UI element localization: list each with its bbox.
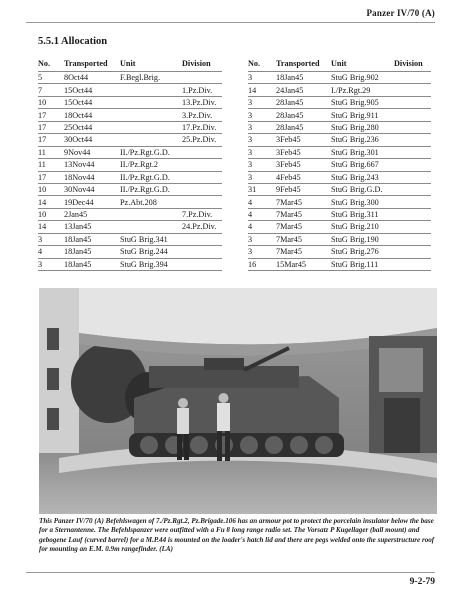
cell-transported: 28Jan45 — [276, 121, 331, 133]
column-header-no: No. — [38, 59, 51, 68]
cell-no: 3 — [248, 134, 276, 146]
cell-unit: StuG Brig.667 — [331, 159, 394, 171]
cell-no: 3 — [248, 109, 276, 121]
cell-no: 3 — [38, 258, 64, 270]
table-row — [248, 96, 431, 108]
table-row — [38, 246, 222, 258]
running-header: Panzer IV/70 (A) — [366, 8, 435, 18]
cell-no: 10 — [38, 96, 64, 108]
cell-transported: 3Feb45 — [276, 134, 331, 146]
table-row — [38, 221, 222, 233]
cell-division: 3.Pz.Div. — [182, 109, 222, 121]
cell-division — [182, 233, 222, 245]
cell-no: 3 — [248, 171, 276, 183]
table-row — [248, 246, 431, 258]
cell-division — [394, 233, 431, 245]
cell-no: 3 — [248, 233, 276, 245]
column-header-unit: Unit — [331, 59, 347, 68]
column-header-division: Division — [394, 59, 423, 68]
cell-transported: 18Oct44 — [64, 109, 120, 121]
table-row — [38, 134, 222, 146]
header-rule — [26, 22, 435, 23]
column-header-division: Division — [182, 59, 211, 68]
cell-division — [394, 221, 431, 233]
cell-no: 4 — [38, 246, 64, 258]
cell-no: 3 — [38, 233, 64, 245]
table-row — [38, 208, 222, 220]
cell-unit: StuG Brig.111 — [331, 258, 394, 270]
cell-division — [182, 72, 222, 84]
cell-transported: 7Mar45 — [276, 246, 331, 258]
cell-transported: 24Jan45 — [276, 84, 331, 96]
table-row — [248, 109, 431, 121]
cell-transported: 13Jan45 — [64, 221, 120, 233]
table-row — [248, 233, 431, 245]
cell-division — [394, 109, 431, 121]
cell-transported: 18Jan45 — [276, 72, 331, 84]
cell-no: 3 — [248, 121, 276, 133]
cell-division — [182, 246, 222, 258]
cell-transported: 7Mar45 — [276, 233, 331, 245]
cell-no: 3 — [248, 246, 276, 258]
cell-unit — [120, 208, 182, 220]
cell-unit: StuG Brig.902 — [331, 72, 394, 84]
cell-division — [394, 72, 431, 84]
cell-transported: 28Jan45 — [276, 109, 331, 121]
cell-division — [394, 134, 431, 146]
table-row — [248, 121, 431, 133]
cell-transported: 19Dec44 — [64, 196, 120, 208]
cell-unit: StuG Brig.236 — [331, 134, 394, 146]
cell-no: 31 — [248, 183, 276, 195]
cell-transported: 3Feb45 — [276, 159, 331, 171]
cell-transported: 4Feb45 — [276, 171, 331, 183]
column-header-unit: Unit — [120, 59, 136, 68]
footer-rule — [26, 572, 435, 573]
cell-unit — [120, 109, 182, 121]
cell-unit: StuG Brig.300 — [331, 196, 394, 208]
cell-division — [182, 258, 222, 270]
cell-unit — [120, 221, 182, 233]
cell-transported: 7Mar45 — [276, 221, 331, 233]
cell-division — [394, 121, 431, 133]
cell-unit: StuG Brig.911 — [331, 109, 394, 121]
cell-unit: F.Begl.Brig. — [120, 72, 182, 84]
cell-unit — [120, 84, 182, 96]
cell-no: 17 — [38, 121, 64, 133]
cell-division: 24.Pz.Div. — [182, 221, 222, 233]
cell-division — [394, 96, 431, 108]
cell-transported: 7Mar45 — [276, 196, 331, 208]
column-header-transported: Transported — [64, 59, 108, 68]
cell-no: 3 — [248, 146, 276, 158]
cell-transported: 15Oct44 — [64, 84, 120, 96]
cell-unit: II./Pz.Rgt.2 — [120, 159, 182, 171]
cell-no: 16 — [248, 258, 276, 270]
cell-unit: II./Pz.Rgt.G.D. — [120, 183, 182, 195]
cell-transported: 15Oct44 — [64, 96, 120, 108]
allocation-table-left — [38, 58, 222, 271]
cell-transported: 9Feb45 — [276, 183, 331, 195]
cell-division — [394, 146, 431, 158]
cell-no: 17 — [38, 134, 64, 146]
cell-no: 3 — [248, 72, 276, 84]
cell-no: 14 — [38, 221, 64, 233]
cell-transported: 25Oct44 — [64, 121, 120, 133]
cell-division — [182, 183, 222, 195]
cell-unit: II./Pz.Rgt.G.D. — [120, 171, 182, 183]
cell-no: 14 — [38, 196, 64, 208]
table-row — [248, 183, 431, 195]
cell-transported: 3Feb45 — [276, 146, 331, 158]
table-row — [38, 258, 222, 270]
table-row — [38, 171, 222, 183]
cell-no: 17 — [38, 109, 64, 121]
cell-division — [182, 159, 222, 171]
cell-unit: StuG Brig.905 — [331, 96, 394, 108]
table-row — [38, 233, 222, 245]
allocation-table-right — [248, 58, 431, 271]
cell-division: 25.Pz.Div. — [182, 134, 222, 146]
table-row — [248, 258, 431, 270]
cell-unit: StuG Brig.311 — [331, 208, 394, 220]
cell-unit: I./Pz.Rgt.29 — [331, 84, 394, 96]
table-row — [38, 146, 222, 158]
cell-no: 4 — [248, 221, 276, 233]
cell-transported: 13Nov44 — [64, 159, 120, 171]
table-row — [38, 84, 222, 96]
cell-unit — [120, 134, 182, 146]
cell-division: 17.Pz.Div. — [182, 121, 222, 133]
cell-no: 5 — [38, 72, 64, 84]
cell-transported: 7Mar45 — [276, 208, 331, 220]
cell-no: 3 — [248, 159, 276, 171]
cell-transported: 18Jan45 — [64, 246, 120, 258]
cell-division — [182, 171, 222, 183]
cell-unit: StuG Brig.276 — [331, 246, 394, 258]
cell-unit: StuG Brig.301 — [331, 146, 394, 158]
cell-division — [182, 146, 222, 158]
table-row — [248, 134, 431, 146]
tank-photograph — [39, 288, 437, 514]
table-row — [248, 221, 431, 233]
cell-transported: 18Jan45 — [64, 258, 120, 270]
cell-division: 13.Pz.Div. — [182, 96, 222, 108]
cell-no: 3 — [248, 96, 276, 108]
cell-no: 10 — [38, 183, 64, 195]
table-row — [248, 208, 431, 220]
column-header-no: No. — [248, 59, 261, 68]
cell-unit: Pz.Abt.208 — [120, 196, 182, 208]
cell-division — [394, 159, 431, 171]
cell-transported: 8Oct44 — [64, 72, 120, 84]
table-row — [38, 121, 222, 133]
cell-unit: StuG Brig.394 — [120, 258, 182, 270]
table-row — [248, 171, 431, 183]
table-row — [248, 72, 431, 84]
cell-unit — [120, 121, 182, 133]
cell-unit: StuG Brig.G.D. — [331, 183, 394, 195]
cell-division — [394, 208, 431, 220]
cell-transported: 30Oct44 — [64, 134, 120, 146]
cell-division — [394, 246, 431, 258]
cell-division: 1.Pz.Div. — [182, 84, 222, 96]
table-row — [38, 109, 222, 121]
cell-transported: 18Jan45 — [64, 233, 120, 245]
cell-division — [394, 258, 431, 270]
table-row — [38, 196, 222, 208]
cell-division — [394, 84, 431, 96]
cell-transported: 18Nov44 — [64, 171, 120, 183]
cell-division: 7.Pz.Div. — [182, 208, 222, 220]
cell-no: 11 — [38, 159, 64, 171]
cell-transported: 2Jan45 — [64, 208, 120, 220]
cell-unit: StuG Brig.280 — [331, 121, 394, 133]
table-row — [248, 146, 431, 158]
page-number: 9-2-79 — [409, 577, 435, 587]
table-row — [38, 183, 222, 195]
cell-unit: StuG Brig.244 — [120, 246, 182, 258]
cell-transported: 28Jan45 — [276, 96, 331, 108]
table-row — [248, 159, 431, 171]
cell-no: 10 — [38, 208, 64, 220]
cell-division — [394, 171, 431, 183]
cell-no: 17 — [38, 171, 64, 183]
section-title: 5.5.1 Allocation — [38, 36, 108, 47]
cell-no: 7 — [38, 84, 64, 96]
cell-unit: StuG Brig.243 — [331, 171, 394, 183]
table-row — [38, 159, 222, 171]
cell-unit: StuG Brig.190 — [331, 233, 394, 245]
cell-unit: StuG Brig.210 — [331, 221, 394, 233]
cell-no: 4 — [248, 196, 276, 208]
cell-transported: 30Nov44 — [64, 183, 120, 195]
cell-no: 11 — [38, 146, 64, 158]
figure-caption: This Panzer IV/70 (A) Befehlswagen of 7./Pz.Rgt.2, Pz.Brigade.106 has an armour pot to protect the porcelain insulator below the base for a Sternantenne. The Befehlspanzer were outfitted with a Fu 8 long range radio set. The Vorsatz P Kugellager (ball mount) and gebogene Lauf (curved barrel) for a M.P.44 is mounted on the loader's hatch lid and there are pegs welded onto the superstructure roof for mounting an E.M. 0.9m rangefinder. (LA) — [39, 517, 435, 554]
cell-division — [394, 183, 431, 195]
cell-transported: 9Nov44 — [64, 146, 120, 158]
cell-no: 4 — [248, 208, 276, 220]
cell-no: 14 — [248, 84, 276, 96]
table-row — [248, 84, 431, 96]
table-row — [38, 72, 222, 84]
cell-unit: StuG Brig.341 — [120, 233, 182, 245]
table-row — [248, 196, 431, 208]
cell-division — [394, 196, 431, 208]
cell-transported: 15Mar45 — [276, 258, 331, 270]
table-row — [38, 96, 222, 108]
cell-unit: II./Pz.Rgt.G.D. — [120, 146, 182, 158]
cell-unit — [120, 96, 182, 108]
cell-division — [182, 196, 222, 208]
photo-illustration — [39, 288, 437, 514]
column-header-transported: Transported — [276, 59, 320, 68]
